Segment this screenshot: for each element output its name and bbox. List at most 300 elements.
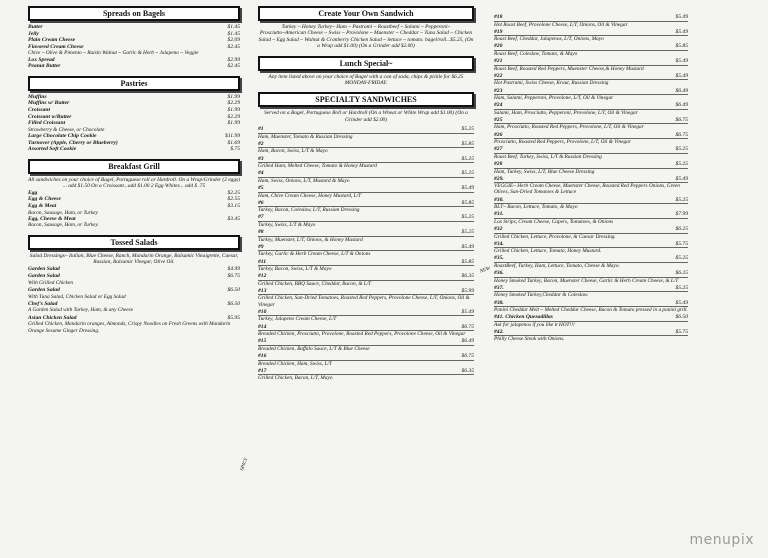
item-price: $5.49 — [461, 243, 474, 250]
item-description: Grilled Chicken, Sun-Dried Tomatoes, Roasted Red Peppers, Provolone Cheese, L/T, Onions, Oil & Vinegar — [258, 295, 470, 308]
item-name: #7 — [258, 214, 264, 221]
spreads-list — [28, 24, 240, 50]
menu-item — [494, 58, 688, 72]
specialty-header: SPECIALTY SANDWICHES — [258, 92, 474, 107]
item-price: $5.49 — [675, 14, 688, 20]
menu-item — [258, 185, 474, 193]
item-price: $5.25 — [461, 229, 474, 236]
item-description: Grilled Chicken, Bacon, L/T, Mayo — [258, 375, 333, 382]
item-price: $7.99 — [675, 211, 688, 218]
item-price: $5.85 — [461, 258, 474, 265]
item-description: Turkey, Jalapeno Cream Cheese, L/T — [258, 316, 337, 323]
menu-item — [258, 324, 474, 338]
menu-item — [28, 315, 240, 322]
item-name: #37. — [494, 284, 504, 291]
item-name: #23 — [494, 87, 503, 94]
item-name: Egg — [28, 189, 38, 196]
menu-item — [494, 300, 688, 308]
item-price: $4.99 — [227, 265, 240, 272]
item-price: $5.25 — [675, 196, 688, 203]
item-description: Grilled Chicken, Lettuce, Tomato, Honey Mustard. — [494, 248, 602, 255]
item-price: $2.29 — [227, 100, 240, 107]
item-price: $6.49 — [461, 338, 474, 345]
menu-item — [494, 14, 688, 22]
pastries-list — [28, 94, 240, 127]
item-name: #35. — [494, 255, 504, 262]
menu-item — [258, 288, 474, 308]
item-price: $6.35 — [461, 273, 474, 280]
item-description: A Garden Salad with Turkey, Ham, & any Cheese — [28, 307, 134, 314]
item-name: Muffins — [28, 93, 47, 100]
item-price: $2.25 — [227, 189, 240, 196]
item-price: $6.25 — [675, 226, 688, 233]
item-name: #29. — [494, 175, 504, 182]
item-name: Assorted Soft Cookie — [28, 146, 77, 153]
item-price: $5.49 — [675, 58, 688, 65]
item-name: #9 — [258, 243, 264, 250]
menu-item — [494, 132, 688, 140]
menu-item — [494, 226, 688, 234]
item-price: $6.50 — [227, 300, 240, 307]
item-price: $6.25 — [675, 270, 688, 277]
menu-item — [494, 226, 688, 240]
item-name: #3 — [258, 155, 264, 162]
item-price: $1.99 — [227, 120, 240, 127]
item-name: Egg & Cheese — [28, 196, 61, 203]
item-name: Lox Spread — [28, 56, 55, 63]
lunch-header: Lunch Special~ — [258, 56, 474, 71]
menu-item — [494, 255, 688, 269]
menu-item — [494, 14, 688, 28]
item-name: #21 — [494, 58, 503, 65]
item-price: $5.25 — [675, 284, 688, 291]
menu-item — [28, 57, 240, 64]
item-name: Garden Salad — [28, 286, 60, 293]
item-price: $2.55 — [227, 196, 240, 203]
item-description: Honey Smoked Turkey,Cheddar & Coleslaw. — [494, 292, 589, 299]
menu-item — [258, 324, 474, 332]
item-price: $5.25 — [675, 146, 688, 153]
item-description: Prosciutto, Roasted Red Peppers, Provolone, L/T, Oil & Vinegar — [494, 139, 631, 146]
menu-item — [258, 288, 474, 296]
left-column — [28, 0, 240, 335]
item-name: #22 — [494, 72, 503, 79]
item-name: Large Chocolate Chip Cookie — [28, 133, 97, 140]
salads-section — [28, 235, 240, 334]
item-price: $5.85 — [461, 199, 474, 206]
item-price: $6.35 — [461, 367, 474, 374]
item-price: $5.25 — [675, 255, 688, 262]
menu-item — [28, 216, 240, 223]
menu-item — [28, 301, 240, 314]
menu-item — [258, 244, 474, 252]
item-name: #6 — [258, 199, 264, 206]
menupix-watermark: menupix — [689, 532, 754, 548]
menu-item — [494, 161, 688, 169]
item-price: $2.45 — [227, 43, 240, 50]
item-description: Turkey, Bacon, Swiss, L/T & Mayo — [258, 266, 332, 273]
menu-item — [28, 133, 240, 140]
menu-item — [28, 100, 240, 107]
menu-item — [28, 287, 240, 300]
item-description: Grilled Chicken, Mandarin oranges, Almonds, Crispy Noodles on Fresh Greens with Mandarin Orange Sesame Ginger Dressing. — [28, 321, 231, 334]
item-description: With Tuna Salad, Chicken Salad or Egg Salad — [28, 293, 126, 300]
item-description: Roast Beef, Cheddar, Jalapenos, L/T, Onions, Mayo — [494, 36, 604, 43]
item-price: $5.25 — [461, 155, 474, 162]
menu-item — [494, 241, 688, 255]
create-section — [258, 6, 474, 50]
menu-item — [258, 273, 474, 281]
menu-item — [494, 43, 688, 57]
item-price: $6.75 — [675, 116, 688, 123]
middle-column — [258, 0, 474, 382]
breakfast-meat-note-2: Bacon, Sausage, Ham, or Turkey. — [28, 222, 99, 229]
menu-item — [28, 114, 240, 121]
item-name: #27 — [494, 146, 503, 153]
item-name: #17 — [258, 367, 267, 374]
menu-item — [258, 200, 474, 214]
item-name: #8 — [258, 229, 264, 236]
item-description: Hot Pastrami, Swiss Cheese, Kraut, Russian Dressing — [494, 80, 609, 87]
item-description: With Grilled Chicken — [28, 279, 74, 286]
item-price: $5.25 — [675, 161, 688, 168]
menu-item — [258, 141, 474, 149]
menu-item — [494, 132, 688, 146]
menu-item — [28, 315, 240, 334]
item-name: #11 — [258, 258, 267, 265]
item-description: Breaded Chicken, Buffalo Sauce, L/T & Blue Cheese — [258, 345, 370, 352]
menu-item — [258, 273, 474, 287]
menu-item — [28, 107, 240, 114]
item-price: $.75 — [230, 146, 240, 153]
menu-item — [258, 338, 474, 352]
item-price: $3.15 — [227, 202, 240, 209]
item-description: Turkey, Bacon, Coleslaw, L/T, Russian Dressing — [258, 207, 360, 214]
item-name: Plain Cream Cheese — [28, 37, 76, 44]
menu-item — [258, 214, 474, 222]
menu-item — [28, 287, 240, 294]
item-name: #26 — [494, 131, 503, 138]
item-name: #1 — [258, 126, 264, 133]
breakfast-meat-note: Bacon, Sausage, Ham, or Turkey — [28, 209, 98, 216]
item-price: $5.49 — [675, 299, 688, 306]
item-price: $5.99 — [461, 287, 474, 294]
menu-item — [258, 229, 474, 243]
item-name: #38. — [494, 299, 504, 306]
item-price: $5.25 — [461, 170, 474, 177]
right-column — [494, 0, 688, 344]
salads-list — [28, 266, 240, 334]
item-price: $5.49 — [675, 28, 688, 35]
menu-item — [28, 37, 240, 44]
croissant-fill-note: Strawberry & Cheese, or Chocolate — [28, 126, 105, 133]
spreads-list-2 — [28, 57, 240, 70]
menu-item — [494, 102, 688, 110]
menu-item — [28, 146, 240, 153]
menu-item — [494, 73, 688, 87]
specialty-section — [258, 92, 474, 381]
item-name: Turnover (Apple, Cherry or Blueberry) — [28, 139, 118, 146]
menu-item — [258, 353, 474, 367]
item-price: $5.49 — [461, 185, 474, 192]
menu-item — [258, 126, 474, 140]
menu-item — [28, 44, 240, 51]
item-name: Egg, Cheese & Meat — [28, 215, 76, 222]
salads-header: Tossed Salads — [28, 235, 240, 250]
item-name: #16 — [258, 353, 267, 359]
item-name: #24 — [494, 102, 503, 109]
item-name: #25 — [494, 116, 503, 123]
item-name: #19 — [494, 28, 503, 35]
menu-item — [258, 259, 474, 267]
menu-item — [258, 126, 474, 134]
item-name: #10 — [258, 308, 267, 315]
item-name: Garden Salad — [28, 265, 60, 272]
create-text: Turkey ~ Honey Turkey~ Ham ~ Pastrami ~ Roastbeef ~ Salami ~ Pepperoni~ Prosciutto~American Cheese ~ Swiss ~ Provolone ~ Muenster ~ Cheddar ~ Tuna Salad ~ Chicken Salad ~ Egg Salad ~ Walnut & Cranberry Chicken Salad ~ lettuce ~ tomato. bagel/roll...$5.25, (On a Wrap add $1.00) (On a Grinder add $2.00) — [258, 24, 474, 50]
menu-item — [28, 266, 240, 273]
menu-item — [494, 197, 688, 205]
item-price: $5.49 — [675, 72, 688, 79]
menu-item — [258, 156, 474, 164]
menu-item — [494, 211, 688, 219]
item-description: Roast Beef, Roasted Red Peppers, Muenster Cheese,& Honey Mustard — [494, 65, 644, 72]
item-description: Ask for jalapenos if you like it HOT!!! — [494, 321, 575, 328]
item-description: Panini Cheddar Melt ~ Melted Cheddar Cheese, Bacon & Tomato pressed in a panini grill. — [494, 307, 688, 314]
menu-item — [28, 203, 240, 210]
item-name: Flavored Cream Cheese — [28, 43, 84, 50]
item-price: $2.29 — [227, 113, 240, 120]
item-name: Butter — [28, 24, 43, 30]
item-price: $5.85 — [461, 140, 474, 147]
specialty-list — [258, 126, 474, 381]
item-name: #31. — [494, 211, 504, 218]
breakfast-list-2 — [28, 216, 240, 223]
item-price: $6.50 — [227, 286, 240, 293]
menu-item — [258, 309, 474, 317]
menu-item — [494, 88, 688, 96]
menu-item — [28, 196, 240, 203]
menu-item — [258, 368, 474, 382]
item-price: $5.75 — [675, 328, 688, 335]
item-price: $1.45 — [227, 30, 240, 37]
lunch-section — [258, 56, 474, 87]
item-price: $5.25 — [461, 126, 474, 133]
item-price: $5.49 — [461, 308, 474, 315]
item-name: Egg & Meat — [28, 202, 57, 209]
item-description: Honey Smoked Turkey, Bacon, Muenster Cheese, Garlic & Herb Cream Cheese, & L/T — [494, 277, 679, 284]
item-description: Turkey, Garlic & Herb Cream Cheese, L/T & Onions — [258, 251, 371, 258]
item-name: #12 — [258, 273, 267, 280]
menu-item — [258, 156, 474, 170]
item-name: Croissant w/Butter — [28, 113, 72, 120]
item-name: #41. Chicken Quesadillas — [494, 314, 553, 321]
item-price: $1.99 — [227, 93, 240, 100]
menu-item — [258, 309, 474, 323]
item-description: Roast Beef, Turkey, Swiss, L/T & Russian Dressing — [494, 153, 602, 160]
breakfast-list — [28, 190, 240, 210]
pastries-section — [28, 76, 240, 153]
menu-item — [258, 368, 474, 376]
spicy-handwritten-note: SPICY — [240, 457, 250, 472]
menu-item — [494, 29, 688, 43]
menu-item — [494, 270, 688, 284]
menu-item — [28, 31, 240, 38]
item-name: Peanut Butter — [28, 63, 61, 70]
menu-item — [494, 285, 688, 299]
menu-item — [494, 146, 688, 160]
item-description: Turkey, Muenster, L/T, Onions, & Honey Mustard — [258, 236, 363, 243]
menu-item — [494, 197, 688, 211]
menu-item — [28, 273, 240, 280]
menu-item — [494, 117, 688, 131]
menu-item — [258, 229, 474, 237]
item-price: $5.75 — [675, 240, 688, 247]
item-name: Croissant — [28, 107, 51, 114]
menu-item — [494, 329, 688, 337]
menu-item — [258, 170, 474, 184]
breakfast-header: Breakfast Grill — [28, 159, 240, 174]
menu-item — [494, 314, 688, 322]
item-name: #2 — [258, 140, 264, 147]
item-price: $2.45 — [227, 63, 240, 70]
item-description: Ham, Bacon, Swiss, L/T & Mayo — [258, 148, 328, 155]
item-name: #34. — [494, 240, 504, 247]
item-price: $1.69 — [227, 139, 240, 146]
item-price: $1.45 — [227, 24, 240, 30]
item-name: #13 — [258, 287, 267, 294]
menu-item — [28, 24, 240, 31]
menu-item — [258, 353, 474, 361]
menu-item — [28, 301, 240, 308]
pastries-list-2 — [28, 133, 240, 153]
item-description: Hot Roast Beef, Provolone Cheese, L/T, Onions, Oil & Vinegar — [494, 21, 628, 28]
menu-item — [494, 211, 688, 225]
item-description: Ham, Swiss, Onions, L/T, Mustard & Mayo — [258, 177, 350, 184]
menu-item — [258, 259, 474, 273]
menu-item — [494, 285, 688, 293]
menu-item — [494, 102, 688, 116]
item-description: Ham, Chive Cream Cheese, Honey Mustard, L/T — [258, 192, 362, 199]
item-description: BLT~ Bacon, Lettuce, Tomato, & Mayo — [494, 204, 578, 211]
create-header: Create Your Own Sandwich — [258, 6, 474, 21]
item-price: $6.75 — [675, 131, 688, 138]
item-description: Ham, Prosciutto, Roasted Red Peppers, Provolone, L/T, Oil & Vinegar — [494, 124, 644, 131]
item-name: #30. — [494, 196, 504, 203]
menu-item — [494, 117, 688, 125]
spreads-section — [28, 6, 240, 70]
menu-item — [28, 266, 240, 273]
item-name: #28 — [494, 161, 503, 168]
menu-item — [258, 338, 474, 346]
new-handwritten-note: NEW — [479, 266, 492, 275]
item-description: Ham, Muenster, Tomato & Russian Dressing — [258, 133, 353, 140]
item-price: $5.95 — [227, 314, 240, 321]
menu-item — [28, 120, 240, 127]
item-price: $5.85 — [675, 43, 688, 50]
item-price: $5.25 — [461, 214, 474, 221]
item-name: #5 — [258, 185, 264, 192]
item-price: $6.75 — [461, 353, 474, 359]
menu-item — [494, 255, 688, 263]
item-name: Chef's Salad — [28, 300, 58, 307]
item-description: Breaded Chicken, Ham, Swiss, L/T — [258, 360, 332, 367]
menu-item — [494, 88, 688, 102]
item-name: Jelly — [28, 30, 39, 37]
item-price: $11.99 — [225, 133, 240, 140]
menu-item — [28, 190, 240, 197]
item-description: Turkey, Swiss, L/T & Mayo — [258, 221, 316, 228]
item-description: Breaded Chicken, Prosciutto, Provolone, Roasted Red Peppers, Provolone Cheese, Oil & Vinegar — [258, 331, 466, 338]
item-name: #32 — [494, 226, 503, 233]
specialty-list-2 — [494, 14, 688, 343]
menu-item — [494, 43, 688, 51]
menu-item — [494, 176, 688, 196]
menu-item — [494, 161, 688, 175]
item-price: $6.75 — [227, 273, 240, 280]
item-name: #20 — [494, 43, 503, 50]
menu-item — [258, 185, 474, 199]
item-description: RoastBeef, Turkey, Ham, Lettuce, Tomato, Cheese & Mayo. — [494, 262, 620, 269]
menu-item — [258, 141, 474, 155]
item-price: $6.50 — [675, 314, 688, 321]
pastries-header: Pastries — [28, 76, 240, 91]
salad-dressings: Salad Dressings~ Italian, Blue Cheese, Ranch, Mandarin Orange, Balsamic Vinaigrette, Caesar, Russian, Balsamic Vinegar, Olive Oil. — [29, 252, 239, 266]
menu-item — [494, 73, 688, 81]
menu-item — [258, 200, 474, 208]
item-name: Asian Chicken Salad — [28, 314, 77, 321]
item-description: Ham, Salami, Pepperoni, Provolone, L/T, Oil & Vinegar — [494, 95, 614, 102]
menu-item — [494, 300, 688, 314]
specialty-intro: Served on a Bagel, Portuguese Roll or Hardroll (On a Wheat or White Wrap add $1.00) (On a Grinder add $2.00) — [264, 110, 468, 123]
menu-item — [494, 270, 688, 278]
breakfast-section — [28, 159, 240, 229]
cream-cheese-flavors: Chive ~ Olive & Pimento ~ Raisin Walnut ~ Garlic & Herb ~ Jalapeno ~ Veggie — [28, 50, 199, 57]
item-name: #18 — [494, 14, 503, 20]
item-name: #15 — [258, 338, 267, 345]
menu-item — [28, 273, 240, 286]
menu-item — [258, 170, 474, 178]
item-name: #36. — [494, 270, 504, 277]
item-price: $6.75 — [461, 323, 474, 330]
menu-item — [494, 146, 688, 154]
item-name: #4 — [258, 170, 264, 177]
item-description: VEGGIE~ Herb Cream Cheese, Muenster Cheese, Roasted Red Peppers Onions, Green Olives, Sun-Dried Tomatoes & Lettuce — [494, 183, 680, 196]
menu-item — [258, 244, 474, 258]
menu-item — [494, 329, 688, 343]
item-description: Lox Strips, Cream Cheese, Capers, Tomatoes, & Onions — [494, 218, 614, 225]
item-name: Muffins w/ Butter — [28, 100, 70, 107]
menu-item — [28, 94, 240, 101]
item-description: Ham, Turkey, Swiss, L/T, Blue Cheese Dressing — [494, 168, 595, 175]
lunch-text: Any item listed above on your choice of Bagel with a can of soda, chips & pickle for $6.25 MONDAY-FRIDAY. — [268, 73, 464, 87]
menu-item — [494, 176, 688, 184]
item-name: #14 — [258, 323, 267, 330]
item-price: $1.99 — [227, 107, 240, 114]
item-name: Garden Salad — [28, 273, 60, 280]
item-price: $5.49 — [675, 175, 688, 182]
item-name: #42. — [494, 328, 504, 335]
menu-item — [494, 314, 688, 328]
item-description: Salami, Ham, Prosciutto, Pepperoni, Provolone, L/T, Oil & Vinegar — [494, 109, 638, 116]
item-price: $6.49 — [675, 87, 688, 94]
menu-item — [28, 63, 240, 70]
item-price: $2.99 — [227, 56, 240, 63]
item-description: Roast Beef, Coleslaw, Tomato, & Mayo — [494, 50, 578, 57]
item-description: Grilled Ham, Melted Cheese, Tomato & Honey Mustard — [258, 163, 377, 170]
menu-item — [494, 241, 688, 249]
item-description: Philly Cheese Steak with Onions. — [494, 336, 565, 343]
menu-item — [28, 140, 240, 147]
